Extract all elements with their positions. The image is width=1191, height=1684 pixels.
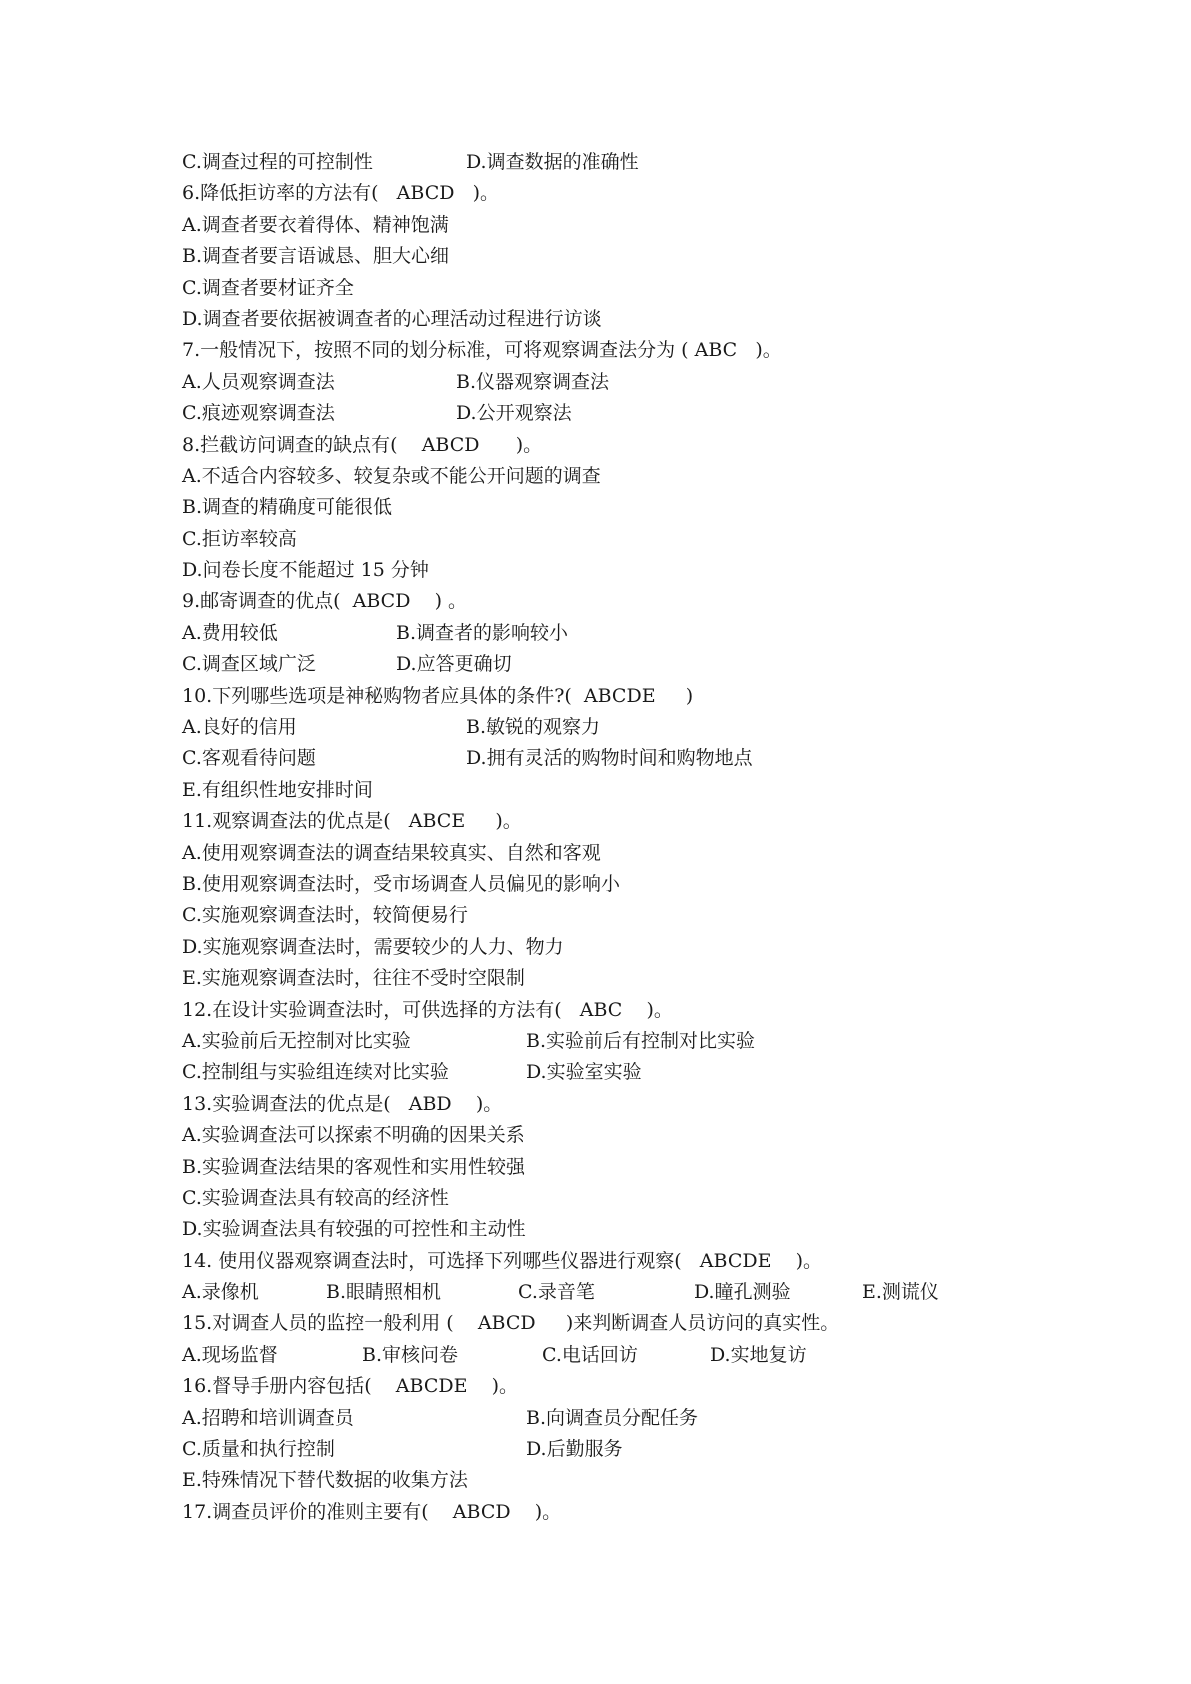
option-text: D.实验调查法具有较强的可控性和主动性 bbox=[182, 1218, 526, 1241]
option-text: A.现场监督 bbox=[182, 1343, 278, 1366]
option-text: B.调查的精确度可能很低 bbox=[182, 496, 393, 519]
option-line bbox=[182, 555, 1042, 586]
option-text: B.实验前后有控制对比实验 bbox=[526, 1029, 756, 1052]
option-text: C.调查区域广泛 bbox=[182, 653, 316, 676]
option-text: C.客观看待问题 bbox=[182, 747, 316, 770]
question-text: 12.在设计实验调查法时，可供选择的方法有( ABC )。 bbox=[182, 998, 673, 1021]
option-line bbox=[182, 1214, 1042, 1245]
option-line bbox=[182, 398, 1042, 429]
option-line bbox=[182, 1183, 1042, 1214]
option-line bbox=[182, 367, 1042, 398]
option-text: B.调查者要言语诚恳、胆大心细 bbox=[182, 245, 450, 268]
option-text: A.实验前后无控制对比实验 bbox=[182, 1029, 411, 1052]
text-segment: C.调查过程的可控制性 bbox=[182, 151, 373, 173]
option-text: A.招聘和培训调查员 bbox=[182, 1406, 354, 1429]
document-page bbox=[182, 147, 1042, 1528]
option-text: A.录像机 bbox=[182, 1281, 259, 1304]
question-text: 6.降低拒访率的方法有( ABCD )。 bbox=[182, 182, 499, 205]
option-text: B.眼睛照相机 bbox=[326, 1281, 442, 1304]
question-text: 17.调查员评价的准则主要有( ABCD )。 bbox=[182, 1500, 562, 1523]
option-text: B.敏锐的观察力 bbox=[466, 716, 601, 739]
question-line bbox=[182, 1371, 1042, 1402]
question-text: 10.下列哪些选项是神秘购物者应具体的条件?( ABCDE ) bbox=[182, 684, 694, 707]
option-text: D.后勤服务 bbox=[526, 1438, 623, 1461]
question-line bbox=[182, 1089, 1042, 1120]
question-text: 16.督导手册内容包括( ABCDE )。 bbox=[182, 1375, 519, 1398]
question-text: 7.一般情况下，按照不同的划分标准，可将观察调查法分为 ( ABC )。 bbox=[182, 339, 782, 362]
option-text: C.录音笔 bbox=[518, 1281, 595, 1304]
question-text: 8.拦截访问调查的缺点有( ABCD )。 bbox=[182, 433, 543, 456]
option-line bbox=[182, 712, 1042, 743]
text-segment: D.调查数据的准确性 bbox=[466, 151, 639, 173]
option-line bbox=[182, 869, 1042, 900]
option-text: C.电话回访 bbox=[542, 1343, 638, 1366]
option-text: E.测谎仪 bbox=[862, 1281, 939, 1304]
option-line bbox=[182, 1403, 1042, 1434]
question-line bbox=[182, 806, 1042, 837]
question-line bbox=[182, 995, 1042, 1026]
option-line bbox=[182, 1026, 1042, 1057]
option-text: C.实验调查法具有较高的经济性 bbox=[182, 1186, 449, 1209]
option-text: A.不适合内容较多、较复杂或不能公开问题的调查 bbox=[182, 464, 601, 487]
option-text: E.特殊情况下替代数据的收集方法 bbox=[182, 1469, 468, 1492]
option-text: B.实验调查法结果的客观性和实用性较强 bbox=[182, 1155, 526, 1178]
option-text: B.审核问卷 bbox=[362, 1343, 459, 1366]
option-line bbox=[182, 1277, 1042, 1308]
option-line bbox=[182, 963, 1042, 994]
option-text: D.公开观察法 bbox=[456, 402, 572, 425]
option-line bbox=[182, 838, 1042, 869]
option-text: A.调查者要衣着得体、精神饱满 bbox=[182, 213, 449, 236]
option-line bbox=[182, 1465, 1042, 1496]
question-line bbox=[182, 1246, 1042, 1277]
option-text: C.拒访率较高 bbox=[182, 527, 297, 550]
option-text: D.实施观察调查法时，需要较少的人力、物力 bbox=[182, 935, 564, 958]
option-text: D.实地复访 bbox=[710, 1343, 807, 1366]
question-text: 15.对调查人员的监控一般利用 ( ABCD )来判断调查人员访问的真实性。 bbox=[182, 1312, 840, 1335]
option-text: E.有组织性地安排时间 bbox=[182, 778, 373, 801]
option-text: C.痕迹观察调查法 bbox=[182, 402, 335, 425]
option-line bbox=[182, 273, 1042, 304]
option-line bbox=[182, 775, 1042, 806]
option-line bbox=[182, 649, 1042, 680]
option-line bbox=[182, 1340, 1042, 1371]
question-text: 14. 使用仪器观察调查法时，可选择下列哪些仪器进行观察( ABCDE )。 bbox=[182, 1249, 823, 1272]
option-text: B.仪器观察调查法 bbox=[456, 370, 610, 393]
option-text: E.实施观察调查法时，往往不受时空限制 bbox=[182, 967, 525, 990]
question-line bbox=[182, 1497, 1042, 1528]
question-line bbox=[182, 430, 1042, 461]
option-line bbox=[182, 900, 1042, 931]
question-line bbox=[182, 681, 1042, 712]
option-text: D.调查者要依据被调查者的心理活动过程进行访谈 bbox=[182, 307, 602, 330]
option-text: C.控制组与实验组连续对比实验 bbox=[182, 1061, 449, 1084]
question-line bbox=[182, 178, 1042, 209]
option-text: B.调查者的影响较小 bbox=[396, 621, 569, 644]
question-line bbox=[182, 335, 1042, 366]
option-text: A.良好的信用 bbox=[182, 716, 297, 739]
option-text: D.问卷长度不能超过 15 分钟 bbox=[182, 559, 429, 582]
question-line bbox=[182, 1308, 1042, 1339]
option-line bbox=[182, 1434, 1042, 1465]
text-line bbox=[182, 147, 1042, 178]
option-text: C.实施观察调查法时，较简便易行 bbox=[182, 904, 468, 927]
option-text: A.使用观察调查法的调查结果较真实、自然和客观 bbox=[182, 841, 601, 864]
option-line bbox=[182, 743, 1042, 774]
option-line bbox=[182, 461, 1042, 492]
question-line bbox=[182, 586, 1042, 617]
option-line bbox=[182, 492, 1042, 523]
option-line bbox=[182, 1057, 1042, 1088]
option-line bbox=[182, 1120, 1042, 1151]
option-line bbox=[182, 1152, 1042, 1183]
option-text: C.质量和执行控制 bbox=[182, 1438, 335, 1461]
option-line bbox=[182, 524, 1042, 555]
option-line bbox=[182, 618, 1042, 649]
option-text: D.应答更确切 bbox=[396, 653, 512, 676]
option-text: C.调查者要材证齐全 bbox=[182, 276, 354, 299]
question-text: 13.实验调查法的优点是( ABD )。 bbox=[182, 1092, 503, 1115]
option-text: B.向调查员分配任务 bbox=[526, 1406, 699, 1429]
option-text: D.实验室实验 bbox=[526, 1061, 642, 1084]
option-line bbox=[182, 304, 1042, 335]
option-text: A.费用较低 bbox=[182, 621, 278, 644]
option-line bbox=[182, 241, 1042, 272]
option-text: A.人员观察调查法 bbox=[182, 370, 335, 393]
question-text: 11.观察调查法的优点是( ABCE )。 bbox=[182, 810, 522, 833]
option-text: D.瞳孔测验 bbox=[694, 1281, 791, 1304]
option-text: A.实验调查法可以探索不明确的因果关系 bbox=[182, 1124, 525, 1147]
option-text: D.拥有灵活的购物时间和购物地点 bbox=[466, 747, 753, 770]
option-line bbox=[182, 932, 1042, 963]
option-text: B.使用观察调查法时，受市场调查人员偏见的影响小 bbox=[182, 872, 621, 895]
question-text: 9.邮寄调查的优点( ABCD ) 。 bbox=[182, 590, 468, 613]
option-line bbox=[182, 210, 1042, 241]
